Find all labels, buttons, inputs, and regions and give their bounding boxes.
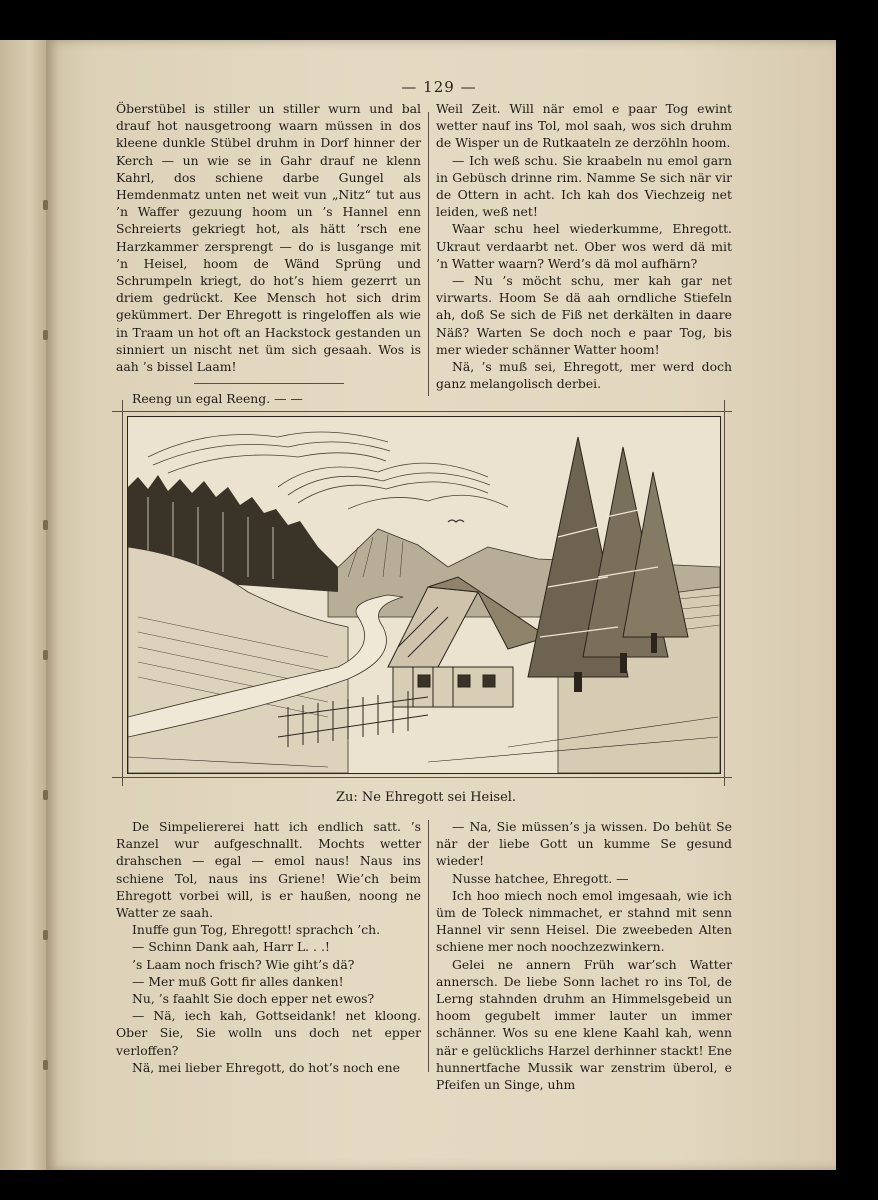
paragraph: — Mer muß Gott fir alles danken! [132, 973, 344, 989]
paragraph: Nä, mei lieber Ehregott, do hot’s noch ene [132, 1059, 400, 1075]
page-number: — 129 — [401, 78, 477, 96]
text-column-bottom-left [116, 818, 421, 1076]
binding-stitch [43, 200, 48, 210]
paragraph: — Nä, iech kah, Gottseidank! net kloong. Ober Sie, Sie wolln uns doch net epper verloffen? [116, 1008, 421, 1058]
binding-stitch [43, 520, 48, 530]
paragraph: De Simpeliererei hatt ich endlich satt. ’s Ranzel wur aufgeschnallt. Mochts wetter drahschen — egal — emol naus! Naus ins schiene Tol, naus ins Griene! Wie’ch beim Ehregott vorbei will, is er haußen, noong ne Watter ze saah. [116, 819, 421, 921]
paragraph: Öberstübel is stiller un stiller wurn und bal drauf hot nausgetroong waarn müssen in dos kleene dunkle Stübel druhm in Dorf hinner der Kerch — un wie se in Gahr drauf ne klenn Kahrl, dos schiene darbe Gungel als Hemdenmatz unten net weit vun „Nitz“ tut aus ’n Waffer gezuung hoom un ’s Hannel enn Schreierts gekriegt hot, als hätt ’rsch ene Harzkammer zersprengt — do is lusgange mit ’n Heisel, hoom de Wänd Sprüng und Schrumpeln kriegt, do hot’s hiem gezerrt un driem gedrückt. Kee Mensch hot sich drim gekümmert. Der Ehregott is ringeloffen als wie in Traam un hot oft an Hackstock gestanden un sinniert un nischt net üm sich gesaah. Wos is aah ’s bissel Laam! [116, 101, 421, 375]
binding-stitch [43, 790, 48, 800]
book-binding [0, 40, 50, 1170]
column-divider [428, 820, 429, 1072]
paragraph: Inuffe gun Tog, Ehregott! sprachch ’ch. [132, 922, 381, 938]
paragraph: — Ich weß schu. Sie kraabeln nu emol garn in Gebüsch drinne rim. Namme Se sich när vir de Ottern in acht. Ich kah dos Viechzeig net leiden, weß net! [436, 152, 732, 220]
text-column-bottom-right [436, 818, 732, 1093]
binding-stitch [43, 650, 48, 660]
paragraph: — Schinn Dank aah, Harr L. . .! [132, 939, 330, 955]
frame-line-bottom [112, 777, 732, 778]
binding-stitch [43, 1060, 48, 1070]
column-divider [428, 112, 429, 396]
section-rule [194, 383, 344, 384]
illustration-caption: Zu: Ne Ehregott sei Heisel. [335, 790, 517, 805]
landscape-illustration [127, 416, 721, 774]
paragraph: — Na, Sie müssen’s ja wissen. Do behüt Se när der liebe Gott un kumme Se gesund wieder! [436, 819, 732, 869]
frame-line-right [724, 400, 725, 786]
paragraph: — Nu ’s möcht schu, mer kah gar net virwarts. Hoom Se dä aah orndliche Stiefeln ah, doß Se sich de Fiß net derkälten in daare Näß? Warten Se doch noch e paar Tog, bis mer wieder schänner Watter hoom! [436, 273, 732, 357]
frame-line-left [122, 400, 123, 786]
binding-stitch [43, 930, 48, 940]
paragraph: Weil Zeit. Will när emol e paar Tog ewint wetter nauf ins Tol, mol saah, wos sich druhm de Wisper un de Rutkaateln ze derzöhln hoom. [436, 101, 732, 151]
paragraph: Nu, ’s faahlt Sie doch epper net ewos? [132, 991, 375, 1007]
paragraph: Reeng un egal Reeng. — — [132, 391, 303, 407]
binding-stitch [43, 330, 48, 340]
frame-line-top [112, 411, 732, 412]
text-column-top-right [436, 100, 732, 392]
paragraph: Nä, ’s muß sei, Ehregott, mer werd doch ganz melangolisch derbei. [436, 359, 732, 392]
paragraph: ’s Laam noch frisch? Wie giht’s dä? [132, 956, 355, 972]
text-column-top-left [116, 100, 421, 407]
paragraph: Gelei ne annern Früh war’sch Watter annersch. De liebe Sonn lachet ro ins Tol, de Lerng stahnden druhm an Himmelsgebeid un hoom gegubelt immer lauter un immer schänner. Wos su ene klene Kaahl kah, wenn när e gelücklichs Harzel derhinner stackt! Ene hunnertfache Mussik war zenstrim überol, e Pfeifen un Singe, uhm [436, 956, 732, 1093]
paragraph: Ich hoo miech noch emol imgesaah, wie ich üm de Toleck nimmachet, er stahnd mit senn Hannel vir senn Heisel. Die zweebeden Alten schiene mer noch noochzezwinkern. [436, 887, 732, 955]
paragraph: Waar schu heel wiederkumme, Ehregott. Ukraut verdaarbt net. Ober wos werd dä mit ’n Watter waarn? Werd’s dä mol aufhärn? [436, 221, 732, 271]
paragraph: Nusse hatchee, Ehregott. — [452, 870, 629, 886]
